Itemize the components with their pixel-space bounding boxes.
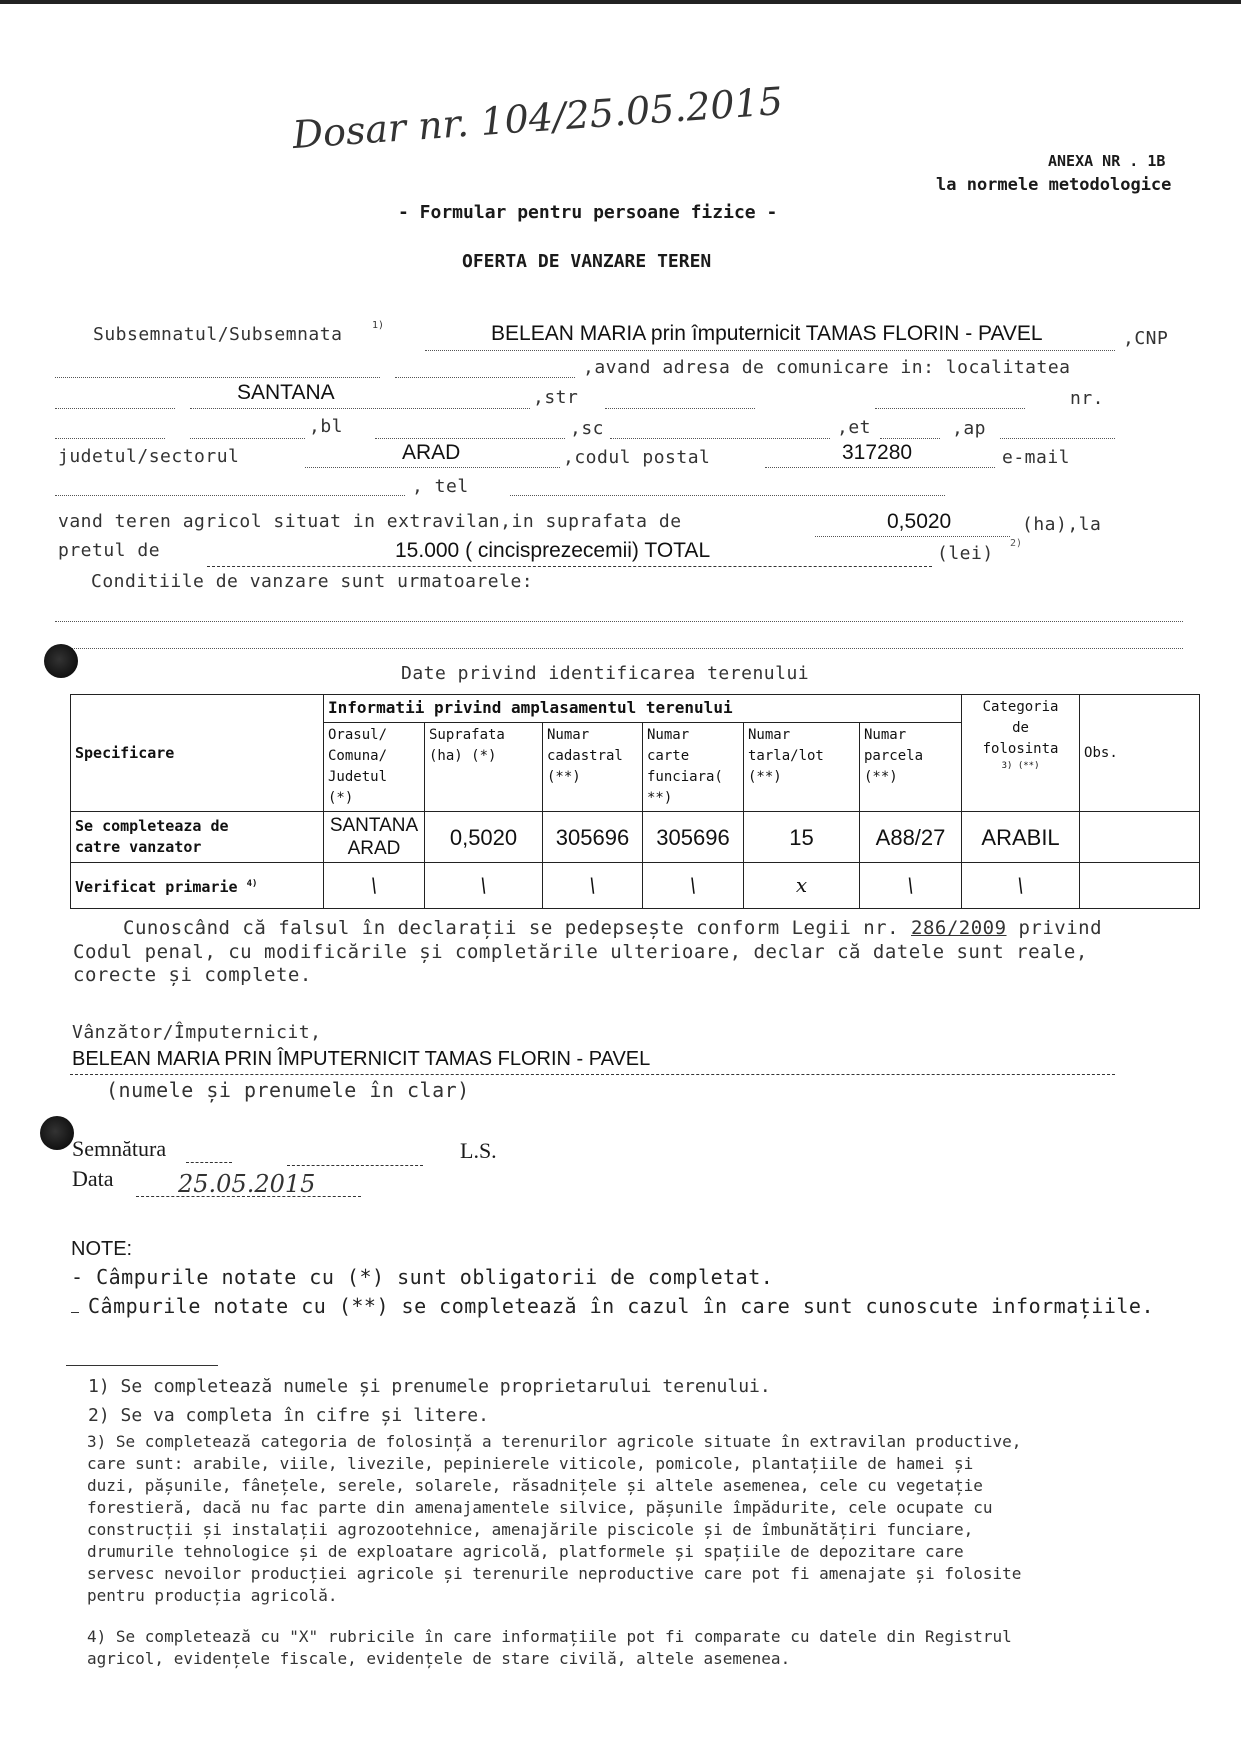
data-value: 25.05.2015 — [178, 1170, 316, 1198]
header-cadastral: Numar cadastral (**) — [543, 723, 643, 812]
footnote-3: 3) Se completează categoria de folosință a terenurilor agricole situate în extravilan productive, care sunt: arabile, viile, livezile, pepinierele viticole, pomicole, plantațiile de hamei și duzi, pășunile, fânețele, serele, solarele, răsadnițele și altele asemenea, cele cu vegetație forestieră, dacă nu fac parte din amenajamentele silvice, pășunile împădurite, cele ocupate cu construcții și instalații agrozootehnice, amenajările piscicole și de îmbunătățiri funciare, drumurile tehnologice și de exploatare agricolă, platformele și spațiile de depozitare care servesc nevoilor producției agricole și terenurile neproductive care pot fi amenajate și folosite pentru producția agricolă. — [87, 1432, 1022, 1605]
scan-top-edge — [0, 0, 1241, 4]
cell-obs-empty — [1080, 863, 1200, 909]
conditiile-line-2 — [55, 648, 1183, 649]
label-sc: ,sc — [570, 418, 605, 439]
label-subsemnatul: Subsemnatul/Subsemnata — [93, 324, 343, 345]
str-field-line-2 — [875, 408, 1025, 409]
vanzator-name-line — [70, 1074, 1115, 1075]
check-mark: \ — [543, 863, 643, 909]
cell-categoria: ARABIL — [962, 812, 1080, 863]
footnote-ref-1: 1) — [372, 320, 385, 331]
note-line-2-dash — [71, 1312, 79, 1313]
pret-field-line — [207, 566, 932, 567]
label-codul-postal: ,codul postal — [563, 447, 711, 468]
check-mark: \ — [962, 863, 1080, 909]
tel-field-line — [510, 495, 945, 496]
anexa-number: ANEXA NR . 1B — [1048, 152, 1166, 170]
cell-parcela: A88/27 — [860, 812, 962, 863]
text-conditiile: Conditiile de vanzare sunt urmatoarele: — [91, 571, 534, 592]
punch-hole — [44, 644, 78, 678]
sc-field-line — [610, 438, 830, 439]
label-ha-la: (ha),la — [1022, 514, 1102, 535]
label-bl: ,bl — [309, 416, 344, 437]
header-oras: Orasul/ Comuna/ Judetul (*) — [324, 723, 425, 812]
row-label-vanzator: Se completeaza de catre vanzator — [71, 812, 324, 863]
label-cnp: ,CNP — [1123, 328, 1169, 349]
footnote-2: 2) Se va completa în cifre și litere. — [88, 1405, 489, 1426]
label-et: ,et — [837, 417, 872, 438]
str-field-line — [605, 408, 755, 409]
table-row-primarie — [71, 863, 1200, 909]
suprafata-field-line — [815, 536, 1010, 537]
vanzator-name: BELEAN MARIA PRIN ÎMPUTERNICIT TAMAS FLORIN - PAVEL — [72, 1048, 651, 1070]
header-parcela: Numar parcela (**) — [860, 723, 962, 812]
judetul-value: ARAD — [402, 441, 461, 464]
conditiile-line-1 — [55, 621, 1183, 622]
header-obs: Obs. — [1080, 695, 1200, 812]
semnatura-line-1 — [186, 1162, 232, 1163]
label-numele-clar: (numele și prenumele în clar) — [106, 1078, 470, 1102]
check-mark: \ — [643, 863, 744, 909]
bl-pre-line — [190, 438, 305, 439]
semnatura-line-2 — [287, 1165, 423, 1166]
pre-localitatea-line — [55, 408, 175, 409]
cell-suprafata: 0,5020 — [425, 812, 543, 863]
row-label-primarie: Verificat primarie $^{4)}$ — [71, 863, 324, 909]
cell-carte-funciara: 305696 — [643, 812, 744, 863]
land-identification-table — [70, 694, 1200, 909]
nr-field-line — [55, 438, 165, 439]
header-categoria: Categoria de folosinta 3) (**) — [962, 695, 1080, 812]
label-semnatura: Semnătura — [72, 1136, 167, 1161]
handwritten-dosar-number: Dosar nr. 104/25.05.2015 — [291, 78, 785, 158]
label-ls: L.S. — [460, 1138, 497, 1163]
label-data: Data — [72, 1166, 114, 1191]
table-caption: Date privind identificarea terenului — [401, 663, 810, 684]
note-line-2: Câmpurile notate cu (**) se completează în cazul în care sunt cunoscute informațiile. — [88, 1294, 1154, 1318]
check-mark: x — [744, 863, 860, 909]
name-field-line — [425, 350, 1115, 351]
pret-value: 15.000 ( cincisprezecemii) TOTAL — [395, 539, 711, 562]
footnote-separator — [66, 1365, 218, 1366]
label-vanzator: Vânzător/Împuternicit, — [72, 1022, 322, 1043]
header-carte-funciara: Numar carte funciara( **) — [643, 723, 744, 812]
anexa-normele: la normele metodologice — [936, 175, 1172, 195]
ap-field-line — [1000, 438, 1115, 439]
note-line-1: - Câmpurile notate cu (*) sunt obligatorii de completat. — [71, 1265, 774, 1289]
label-judetul: judetul/sectorul — [58, 446, 240, 467]
label-tel: , tel — [412, 476, 469, 497]
check-mark: \ — [860, 863, 962, 909]
text-vand-teren: vand teren agricol situat in extravilan,in suprafata de — [58, 511, 682, 532]
cnp-field-line-2 — [395, 377, 575, 378]
punch-hole — [40, 1116, 74, 1150]
bl-field-line — [375, 438, 565, 439]
footnote-ref-2: 2) — [1010, 538, 1023, 549]
note-title: NOTE: — [71, 1238, 133, 1260]
label-ap: ,ap — [952, 418, 987, 439]
judetul-field-line — [305, 467, 560, 468]
header-specificare: Specificare — [71, 695, 324, 812]
table-row-vanzator — [71, 812, 1200, 863]
codul-postal-field-line — [765, 467, 995, 468]
label-email: e-mail — [1002, 447, 1071, 468]
header-tarla: Numar tarla/lot (**) — [744, 723, 860, 812]
label-str: ,str — [533, 387, 579, 408]
form-subtitle: - Formular pentru persoane fizice - — [398, 202, 778, 223]
label-nr: nr. — [1070, 388, 1105, 409]
declaratie-line-3: corecte și complete. — [73, 964, 312, 986]
localitatea-value: SANTANA — [237, 381, 335, 404]
label-adresa: ,avand adresa de comunicare in: localitatea — [583, 357, 1071, 378]
codul-postal-value: 317280 — [842, 441, 913, 464]
cell-oras: SANTANA ARAD — [324, 812, 425, 863]
footnote-1: 1) Se completează numele și prenumele proprietarului terenului. — [88, 1376, 771, 1397]
header-suprafata: Suprafata (ha) (*) — [425, 723, 543, 812]
cell-tarla: 15 — [744, 812, 860, 863]
declaratie-line-2: Codul penal, cu modificările și completările ulterioare, declar că datele sunt reale, — [73, 941, 1088, 963]
suprafata-value: 0,5020 — [887, 510, 952, 533]
cell-obs — [1080, 812, 1200, 863]
declaratie-line-1: Cunoscând că falsul în declarații se pedepsește conform Legii nr. 286/2009 privind — [123, 917, 1103, 939]
email-field-line — [55, 495, 405, 496]
cnp-field-line — [55, 377, 380, 378]
check-mark: \ — [425, 863, 543, 909]
label-lei: (lei) — [937, 543, 994, 564]
seller-name-value: BELEAN MARIA prin împuternicit TAMAS FLORIN - PAVEL — [491, 322, 1043, 345]
header-informatii: Informatii privind amplasamentul terenului — [324, 695, 962, 723]
label-pretul: pretul de — [58, 540, 161, 561]
footnote-4: 4) Se completează cu "X" rubricile în care informațiile pot fi comparate cu datele din Registrul agricol, evidențele fiscale, evidențele de stare civilă, altele asemenea. — [87, 1627, 1012, 1668]
check-mark: \ — [324, 863, 425, 909]
localitatea-field-line — [190, 408, 530, 409]
cell-cadastral: 305696 — [543, 812, 643, 863]
et-field-line — [880, 438, 940, 439]
document-title: OFERTA DE VANZARE TEREN — [462, 251, 712, 272]
